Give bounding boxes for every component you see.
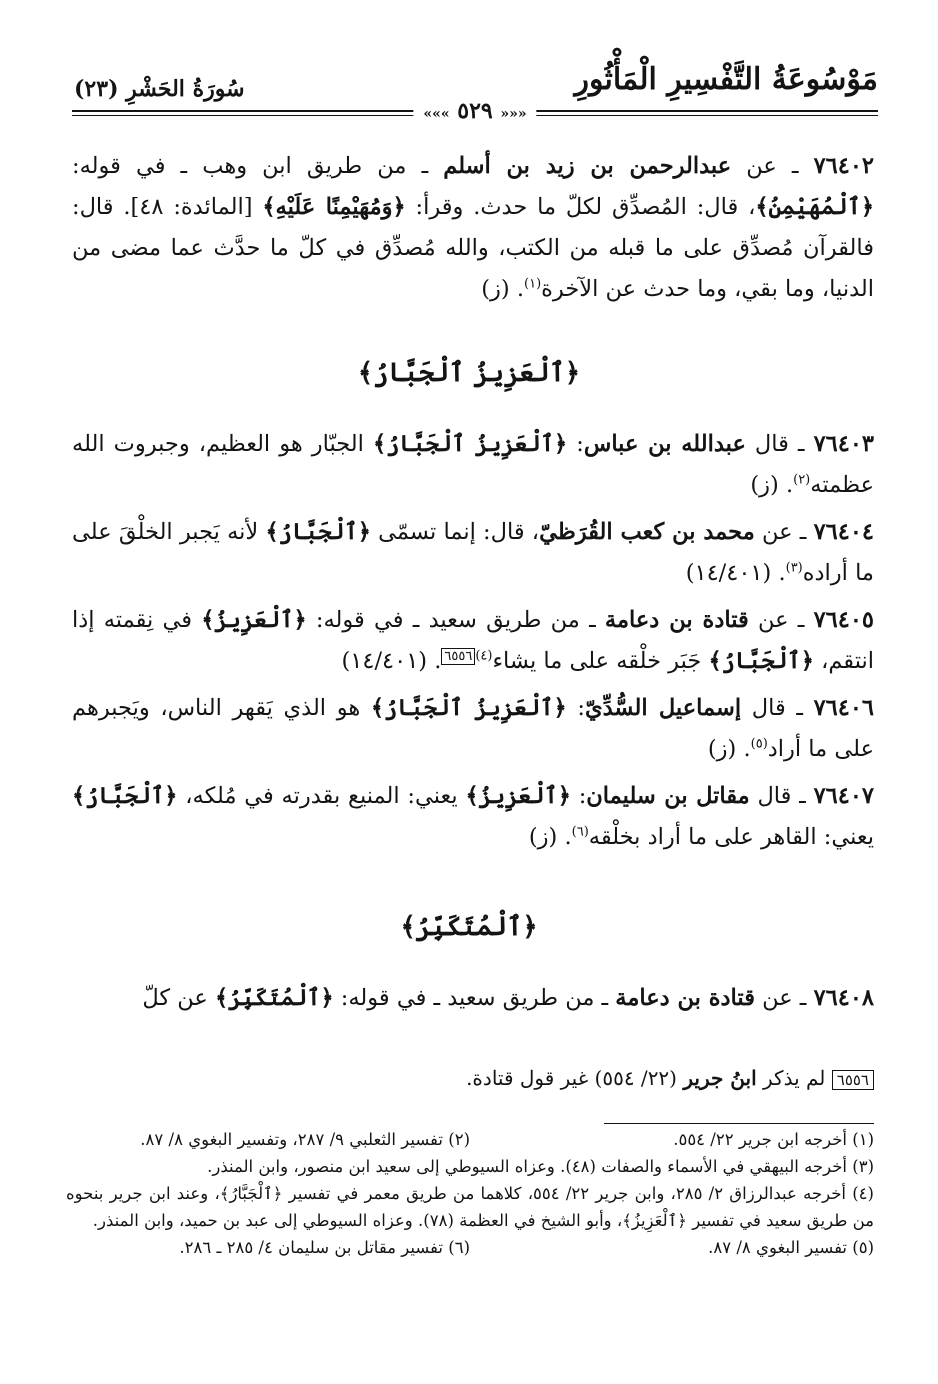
footnote-2: (٢) تفسير الثعلبي ٩/ ٢٨٧، وتفسير البغوي ٨/ ٨٧. (140, 1130, 470, 1149)
book-title: مَوْسُوعَةُ التَّفْسِيرِ الْمَأْثُورِ (574, 62, 878, 97)
emphasis-text: مقاتل بن سليمان (586, 783, 750, 809)
note-number-box: ٦٥٥٦ (832, 1070, 874, 1090)
narration-number: ٧٦٤٠٢ (813, 153, 874, 179)
text-run: لم يذكر (756, 1066, 832, 1090)
emphasis-text: ﴿ٱلْمُهَيْمِنُ﴾ (755, 194, 874, 220)
narration-number: ٧٦٤٠٥ (813, 607, 874, 633)
narration-number: ٧٦٤٠٧ (813, 783, 874, 809)
text-run: لأنه يَجبر الخلْقَ على ما أراده (72, 519, 874, 586)
emphasis-text: قتادة بن دعامة (604, 607, 749, 633)
narration-number: ٧٦٤٠٣ (813, 431, 874, 457)
section-alaziz-aljabbar (72, 424, 874, 864)
text-run: ـ من طريق سعيد ـ في قوله: (306, 607, 605, 633)
text-run: . (ز) (481, 276, 524, 302)
section-heading-alaziz-aljabbar: ﴿ٱلْعَزِيزُ ٱلْجَبَّارُ﴾ (357, 358, 581, 388)
emphasis-text: عبدالرحمن بن زيد بن أسلم (443, 153, 732, 179)
page-header (72, 62, 878, 132)
footnote-5: (٥) تفسير البغوي ٨/ ٨٧. (708, 1238, 874, 1257)
section-almuhaymin (72, 146, 874, 316)
text-run: [المائدة: ٤٨]. قال: فالقرآن مُصدِّق على ما قبله من الكتب، والله مُصدِّق في كلّ ما حدَّث عما مضى من الدنيا، وما بقي، وما حدث عن الآخرة (72, 194, 874, 302)
emphasis-text: ﴿ٱلْعَزِيزُ﴾ (465, 783, 571, 809)
footnote-ref: (٦) (571, 824, 589, 840)
text-run: ـ عن (731, 153, 814, 179)
footnote-ref: (٤) (475, 648, 493, 664)
footnote-3: (٣) أخرجه البيهقي في الأسماء والصفات (٤٨). وعزاه السيوطي إلى سعيد ابن منصور، وابن المنذر. (207, 1157, 874, 1176)
ornament-right-icon: »»» (500, 106, 527, 122)
emphasis-text: محمد بن كعب القُرَظيّ (539, 519, 755, 545)
footnote-ref: (٢) (793, 472, 811, 488)
text-run: ـ من طريق ابن وهب ـ في قوله: (72, 153, 444, 179)
emphasis-text: ﴿ٱلْعَزِيزُ ٱلْجَبَّارُ﴾ (372, 431, 568, 457)
text-run: : (567, 431, 584, 457)
ornament-left-icon: ««« (423, 106, 450, 122)
narration-number: ٧٦٤٠٨ (813, 985, 874, 1011)
emphasis-text: ﴿وَمُهَيْمِنًا عَلَيْهِ﴾ (262, 194, 406, 220)
note-ref-box: ٦٥٥٦ (441, 648, 475, 665)
text-run: : (570, 783, 587, 809)
text-run: يعني: القاهر على ما أراد بخلْقه (588, 824, 874, 850)
emphasis-text: عبدالله بن عباس (583, 431, 746, 457)
section-heading-almutakabbir: ﴿ٱلْمُتَكَبِّرُ﴾ (400, 912, 538, 942)
text-run: ، قال: المُصدِّق لكلّ ما حدث. وقرأ: (405, 194, 756, 220)
narration-paragraph (72, 512, 874, 594)
narration-paragraph (72, 146, 874, 310)
text-run: (٢٢/ ٥٥٤) غير قول قتادة. (466, 1066, 684, 1090)
section-almutakabbir (72, 978, 874, 1025)
footnote-ref: (٣) (785, 560, 803, 576)
narration-paragraph (72, 776, 874, 858)
text-run: ، قال: إنما تسمّى (370, 519, 540, 545)
emphasis-text: ﴿ٱلْجَبَّارُ﴾ (708, 648, 814, 674)
footnote-row (66, 1234, 874, 1261)
page-number-wrap (413, 98, 536, 124)
note-text (466, 1066, 832, 1090)
narration-paragraph (72, 978, 874, 1019)
text-run: ـ قال (741, 695, 814, 721)
emphasis-text: قتادة بن دعامة (615, 985, 755, 1011)
text-run: يعني: المنيع بقدرته في مُلكه، (177, 783, 466, 809)
text-run: ـ قال (745, 431, 814, 457)
emphasis-text: ﴿ٱلْعَزِيزُ ٱلْجَبَّارُ﴾ (370, 695, 567, 721)
text-run: ـ عن (754, 985, 814, 1011)
text-run: ـ من طريق سعيد ـ في قوله: (333, 985, 616, 1011)
emphasis-text: ﴿ٱلْمُتَكَبِّرُ﴾ (214, 985, 334, 1011)
narration-paragraph (72, 600, 874, 682)
footnotes (66, 1126, 874, 1261)
text-run: . (ز) (750, 472, 794, 498)
emphasis-text: ﴿ٱلْجَبَّارُ﴾ (72, 783, 178, 809)
footnote-4: (٤) أخرجه عبدالرزاق ٢/ ٢٨٥، وابن جرير ٢٢/ ٥٥٤، كلاهما من طريق معمر في تفسير ﴿ٱلْجَبَّارُ﴾، وعند ابن جرير بنحوه من طريق سعيد في تفسير ﴿ٱلْعَزِيزُ﴾، وأبو الشيخ في العظمة (٧٨). وعزاه السيوطي إلى عبد بن حميد، وابن المنذر. (66, 1184, 874, 1230)
text-run: الجبّار هو العظيم، وجبروت الله عظمته (72, 431, 874, 498)
editor-note (72, 1062, 874, 1096)
text-run: هو الذي يَقهر الناس، ويَجبرهم على ما أراد (72, 695, 874, 762)
text-run: ـ عن (754, 519, 814, 545)
text-run: ـ قال (749, 783, 814, 809)
emphasis-text: ابنُ جرير (683, 1066, 757, 1090)
text-run: جَبَر خلْقه على ما يشاء (492, 648, 709, 674)
text-run: : (566, 695, 585, 721)
text-run: عن كلّ (142, 985, 215, 1011)
text-run: ـ عن (748, 607, 814, 633)
footnote-row (66, 1126, 874, 1153)
emphasis-text: ﴿ٱلْجَبَّارُ﴾ (265, 519, 371, 545)
narration-number: ٧٦٤٠٤ (813, 519, 874, 545)
footnote-1: (١) أخرجه ابن جرير ٢٢/ ٥٥٤. (673, 1130, 874, 1149)
text-run: . (ز) (707, 736, 751, 762)
footnote-rule (604, 1123, 874, 1124)
footnote-ref: (١) (524, 276, 542, 292)
text-run: في نِقمته إذا انتقم، (72, 607, 874, 674)
text-run: . (١٤/٤٠١) (685, 560, 786, 586)
narration-paragraph (72, 424, 874, 506)
narration-number: ٧٦٤٠٦ (813, 695, 875, 721)
page-number: ٥٢٩ (457, 98, 493, 124)
footnote-6: (٦) تفسير مقاتل بن سليمان ٤/ ٢٨٥ ـ ٢٨٦. (179, 1238, 470, 1257)
emphasis-text: إسماعيل السُّدِّيّ (584, 695, 742, 721)
text-run: . (ز) (528, 824, 572, 850)
footnote-ref: (٥) (750, 736, 768, 752)
narration-paragraph (72, 688, 874, 770)
text-run: . (١٤/٤٠١) (341, 648, 442, 674)
emphasis-text: ﴿ٱلْعَزِيزُ﴾ (201, 607, 307, 633)
surah-title: سُورَةُ الحَشْرِ (٢٣) (74, 76, 245, 102)
